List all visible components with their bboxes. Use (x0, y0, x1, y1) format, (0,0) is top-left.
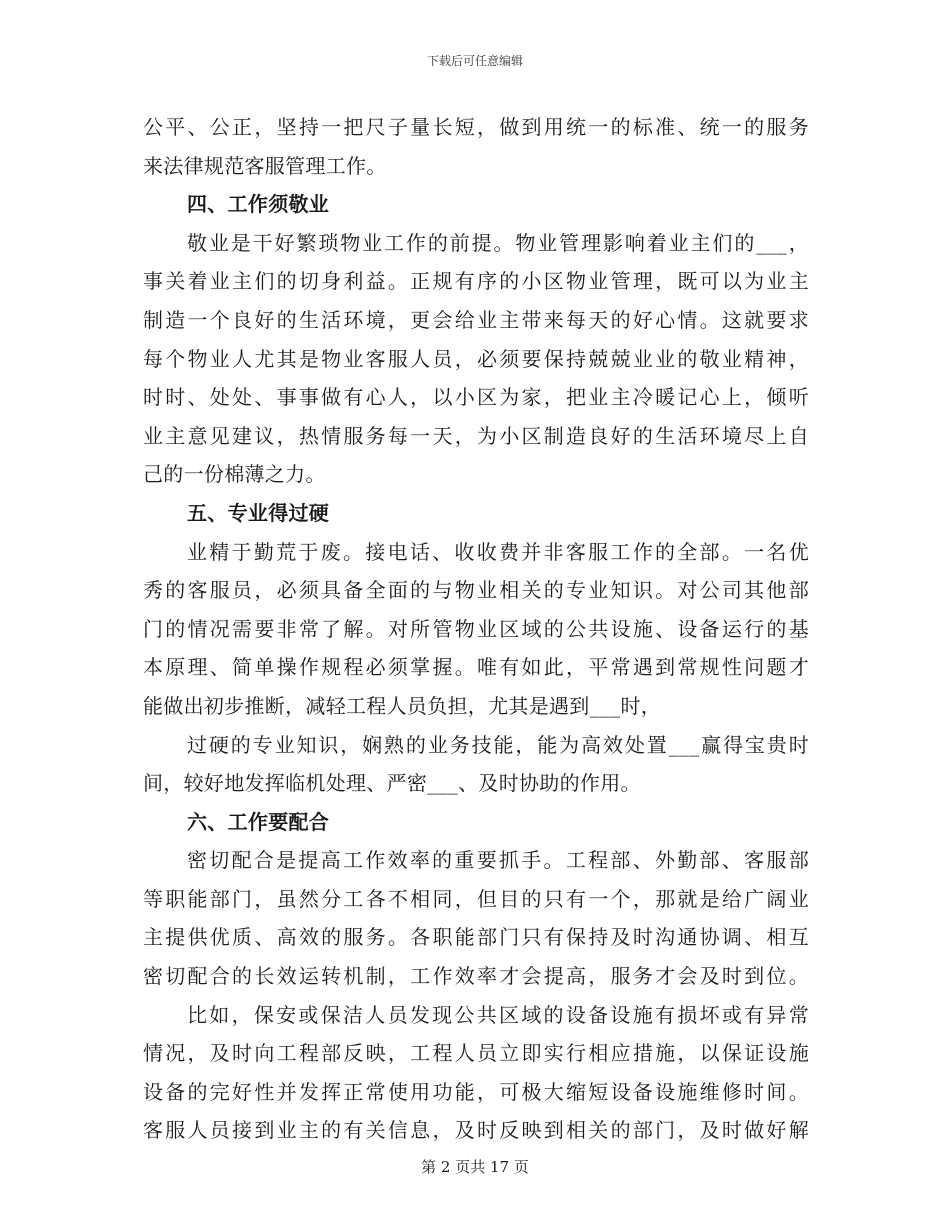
body-line: 密切配合是提高工作效率的重要抓手。工程部、外勤部、客服部 (187, 848, 809, 873)
body-line: 过硬的专业知识，娴熟的业务技能，能为高效处置___赢得宝贵时 (187, 732, 809, 757)
body-line: 比如，保安或保洁人员发现公共区域的设备设施有损坏或有异常 (187, 1002, 809, 1027)
section-heading: 五、专业得过硬 (187, 500, 330, 525)
body-line: 本原理、简单操作规程必须掌握。唯有如此，平常遇到常规性问题才 (143, 655, 809, 680)
body-line: 设备的完好性并发挥正常使用功能，可极大缩短设备设施维修时间。 (143, 1079, 809, 1104)
body-line: 己的一份棉薄之力。 (143, 462, 326, 487)
body-line: 间，较好地发挥临机处理、严密___、及时协助的作用。 (143, 771, 641, 796)
body-line: 密切配合的长效运转机制，工作效率才会提高，服务才会及时到位。 (143, 964, 809, 989)
document-body (143, 108, 809, 1150)
body-line: 来法律规范客服管理工作。 (143, 153, 387, 178)
body-line: 主提供优质、高效的服务。各职能部门只有保持及时沟通协调、相互 (143, 925, 809, 950)
body-line: 秀的客服员，必须具备全面的与物业相关的专业知识。对公司其他部 (143, 578, 809, 603)
body-line: 能做出初步推断，减轻工程人员负担，尤其是遇到___时， (143, 693, 662, 718)
body-line: 制造一个良好的生活环境，更会给业主带来每天的好心情。这就要求 (143, 307, 809, 332)
body-line: 业精于勤荒于废。接电话、收收费并非客服工作的全部。一名优 (187, 539, 809, 564)
body-line: 每个物业人尤其是物业客服人员，必须要保持兢兢业业的敬业精神， (143, 346, 809, 371)
body-line: 敬业是干好繁琐物业工作的前提。物业管理影响着业主们的___， (187, 230, 809, 255)
body-line: 公平、公正，坚持一把尺子量长短，做到用统一的标准、统一的服务 (143, 115, 809, 139)
section-heading: 六、工作要配合 (187, 809, 330, 834)
page-footer: 第 2 页共 17 页 (421, 1158, 529, 1176)
body-line: 事关着业主们的切身利益。正规有序的小区物业管理，既可以为业主 (143, 269, 809, 294)
body-line: 客服人员接到业主的有关信息，及时反映到相关的部门，及时做好解 (143, 1118, 809, 1143)
body-line: 时时、处处、事事做有心人，以小区为家，把业主冷暖记心上，倾听 (143, 385, 809, 410)
page-header: 下载后可任意编辑 (426, 54, 523, 68)
body-line: 门的情况需要非常了解。对所管物业区域的公共设施、设备运行的基 (143, 616, 809, 641)
body-line: 业主意见建议，热情服务每一天，为小区制造良好的生活环境尽上自 (143, 423, 809, 448)
section-heading: 四、工作须敬业 (187, 192, 330, 217)
body-line: 情况，及时向工程部反映，工程人员立即实行相应措施，以保证设施 (143, 1041, 809, 1066)
body-line: 等职能部门，虽然分工各不相同，但目的只有一个，那就是给广阔业 (143, 886, 809, 911)
